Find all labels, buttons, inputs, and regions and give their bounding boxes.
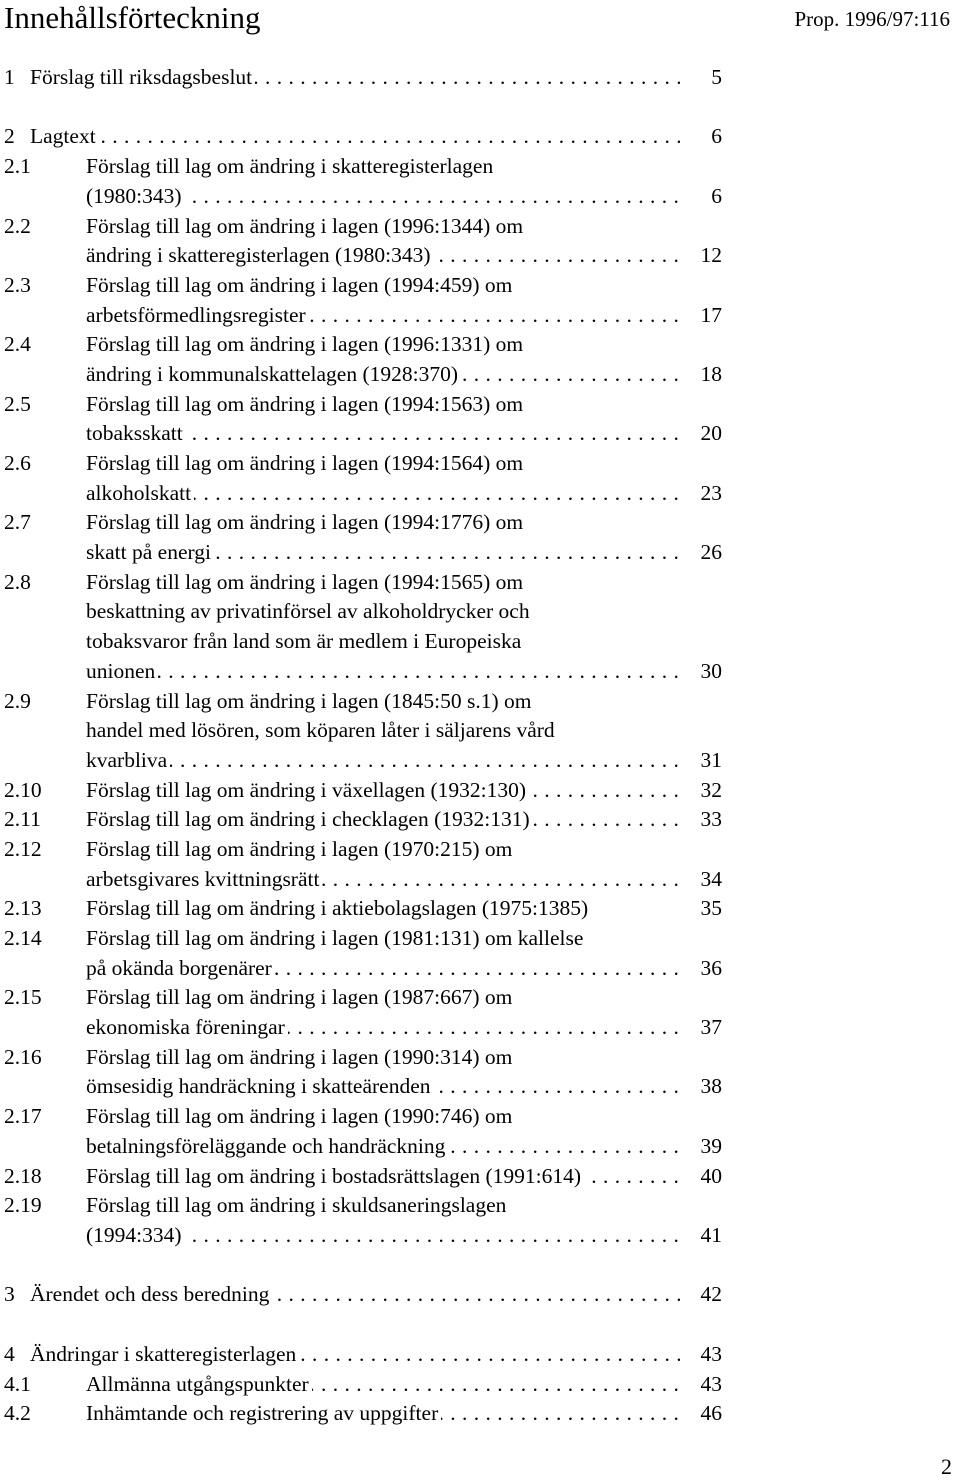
toc-entry-line: [0, 508, 960, 538]
toc-entry-leader: [86, 1162, 680, 1192]
toc-entry-page: 12: [700, 243, 722, 268]
toc-entry-text: Förslag till lag om ändring i lagen (1994:1565) om: [86, 569, 524, 594]
toc-entry-text: Förslag till lag om ändring i aktiebolagslagen (1975:1385): [86, 896, 591, 920]
toc-entry-text: Förslag till lag om ändring i växellagen (1932:130): [86, 778, 529, 802]
toc-entry-line: [0, 1399, 960, 1429]
toc-entry[interactable]: [0, 152, 960, 211]
toc-entry-page: 18: [700, 361, 722, 386]
toc-entry-text: Förslag till lag om ändring i checklagen (1932:131): [86, 807, 533, 831]
document-title: Innehållsförteckning: [4, 0, 261, 35]
toc-entry-text: Förslag till lag om ändring i lagen (1994:1776) om: [86, 510, 524, 535]
toc-entry-text: ändring i kommunalskattelagen (1928:370): [86, 362, 461, 386]
toc-entry-line: [0, 1340, 960, 1370]
toc-entry-text: handel med lösören, som köparen låter i säljarens vård: [86, 718, 555, 743]
toc-entry-leader: [30, 1280, 680, 1310]
toc-entry-number: 2.9: [4, 688, 31, 713]
toc-entry-page: 46: [700, 1401, 722, 1426]
toc-entry-leader: [86, 360, 680, 390]
toc-entry[interactable]: [0, 212, 960, 271]
toc-entry[interactable]: [0, 508, 960, 567]
toc-entry-line: [0, 865, 960, 895]
toc-entry-line: [0, 687, 960, 717]
toc-entry-number: 2.16: [4, 1044, 42, 1069]
toc-entry-line: [0, 657, 960, 687]
toc-entry-line: [0, 716, 960, 746]
toc-entry-number: 2.15: [4, 985, 42, 1010]
toc-entry-leader: [86, 805, 680, 835]
toc-entry-page: 36: [700, 955, 722, 980]
toc-entry-leader: [86, 894, 680, 924]
toc-entry-text: Förslag till lag om ändring i lagen (1845:50 s.1) om: [86, 688, 532, 713]
toc-entry-number: 4: [4, 1341, 15, 1366]
page-number: 2: [941, 1454, 952, 1479]
toc-entry[interactable]: [0, 449, 960, 508]
toc-entry-text: arbetsförmedlingsregister: [86, 303, 309, 327]
toc-entry-page: 34: [700, 866, 722, 891]
toc-entry-text: på okända borgenärer: [86, 956, 275, 980]
toc-entry-line: [0, 597, 960, 627]
toc-entry[interactable]: [0, 330, 960, 389]
toc-entry-number: 2.1: [4, 154, 31, 179]
toc-entry-line: [0, 330, 960, 360]
toc-entry-text: tobaksvaror från land som är medlem i Europeiska: [86, 629, 522, 654]
toc-entry-text: (1980:343): [86, 184, 185, 208]
toc-entry-line: [0, 63, 960, 93]
toc-entry-page: 39: [700, 1133, 722, 1158]
toc-entry-line: [0, 1072, 960, 1102]
toc-entry-page: 17: [700, 302, 722, 327]
toc-entry[interactable]: [0, 805, 960, 835]
toc-entry-leader: [86, 479, 680, 509]
toc-entry-leader: [86, 301, 680, 331]
toc-entry-page: 23: [700, 480, 722, 505]
toc-entry-number: 2.12: [4, 836, 42, 861]
toc-entry[interactable]: [0, 1399, 960, 1429]
toc-entry-text: beskattning av privatinförsel av alkoholdrycker och: [86, 599, 530, 624]
toc-entry[interactable]: [0, 63, 960, 93]
toc-entry-number: 2.11: [4, 807, 41, 832]
toc-entry-leader: [86, 1013, 680, 1043]
toc-entry-number: 2.2: [4, 213, 31, 238]
toc-entry-number: 2.17: [4, 1104, 42, 1129]
toc-entry-line: [0, 538, 960, 568]
toc-entry-leader: [86, 746, 680, 776]
toc-entry-leader: [86, 954, 680, 984]
toc-entry-number: 2.13: [4, 896, 42, 921]
toc-entry-text: Förslag till lag om ändring i lagen (1996:1331) om: [86, 332, 524, 357]
toc-entry-text: arbetsgivares kvittningsrätt: [86, 867, 322, 891]
toc-entry-text: tobaksskatt: [86, 421, 186, 445]
toc-entry-text: Ärendet och dess beredning: [30, 1282, 272, 1306]
toc-entry-number: 2.19: [4, 1193, 42, 1218]
toc-entry-text: Förslag till lag om ändring i lagen (1987:667) om: [86, 985, 513, 1010]
toc-entry-text: Förslag till lag om ändring i lagen (1996:1344) om: [86, 213, 524, 238]
section-spacer: [0, 93, 960, 123]
toc-entry-line: [0, 449, 960, 479]
toc-entry-text: betalningsföreläggande och handräckning: [86, 1134, 448, 1158]
toc-entry-leader: [86, 1221, 680, 1251]
toc-entry-text: kvarbliva: [86, 748, 170, 772]
toc-entry-line: [0, 390, 960, 420]
toc-entry-text: skatt på energi: [86, 540, 214, 564]
toc-entry-page: 26: [700, 540, 722, 565]
toc-entry-line: [0, 1162, 960, 1192]
toc-entry-text: Förslag till lag om ändring i lagen (1981:131) om kallelse: [86, 926, 584, 951]
toc-entry-leader: [86, 657, 680, 687]
toc-entry-text: Ändringar i skatteregisterlagen: [30, 1342, 299, 1366]
toc-entry-page: 33: [700, 807, 722, 832]
toc-entry-number: 2.6: [4, 451, 31, 476]
toc-entry-number: 2.4: [4, 332, 31, 357]
toc-entry-page: 40: [700, 1163, 722, 1188]
toc-entry-line: [0, 122, 960, 152]
toc-entry-text: Förslag till riksdagsbeslut: [30, 65, 255, 89]
toc-entry-leader: [86, 1072, 680, 1102]
toc-entry[interactable]: [0, 271, 960, 330]
toc-entry[interactable]: [0, 835, 960, 894]
toc-entry-leader: [86, 1132, 680, 1162]
toc-entry-text: Förslag till lag om ändring i lagen (1970:215) om: [86, 836, 513, 861]
toc-entry-line: [0, 894, 960, 924]
toc-entry[interactable]: [0, 1102, 960, 1161]
toc-entry-line: [0, 419, 960, 449]
toc-entry-text: Förslag till lag om ändring i lagen (1994:1563) om: [86, 391, 524, 416]
toc-entry[interactable]: [0, 122, 960, 152]
toc-entry[interactable]: [0, 1191, 960, 1250]
toc-entry-line: [0, 479, 960, 509]
toc-entry[interactable]: [0, 390, 960, 449]
toc-entry-leader: [86, 776, 680, 806]
toc-entry-text: Förslag till lag om ändring i skatteregisterlagen: [86, 154, 494, 179]
toc-entry-line: [0, 1132, 960, 1162]
toc-entry-text: ekonomiska föreningar: [86, 1015, 288, 1039]
toc-entry-leader: [86, 865, 680, 895]
toc-entry-leader: [30, 1340, 680, 1370]
toc-entry-leader: [86, 241, 680, 271]
toc-entry-leader: [86, 1370, 680, 1400]
toc-entry[interactable]: [0, 1340, 960, 1370]
section-spacer: [0, 1310, 960, 1340]
toc-entry[interactable]: [0, 776, 960, 806]
toc-entry-page: 5: [711, 65, 722, 89]
toc-entry-number: 2: [4, 124, 15, 149]
toc-entry-line: [0, 627, 960, 657]
toc-entry-text: Förslag till lag om ändring i lagen (1990:746) om: [86, 1104, 513, 1129]
toc-entry-number: 2.3: [4, 272, 31, 297]
toc-entry-page: 42: [700, 1282, 722, 1307]
toc-entry-page: 32: [700, 777, 722, 802]
toc-entry-text: Inhämtande och registrering av uppgifter: [86, 1401, 441, 1425]
toc-entry[interactable]: [0, 687, 960, 776]
page-header: [0, 0, 960, 40]
toc-entry[interactable]: [0, 1162, 960, 1192]
toc-entry-number: 4.2: [4, 1401, 31, 1426]
toc-entry[interactable]: [0, 983, 960, 1042]
toc-entry-number: 3: [4, 1282, 15, 1307]
toc-entry-number: 2.5: [4, 391, 31, 416]
toc-entry-text: Förslag till lag om ändring i lagen (1990:314) om: [86, 1044, 513, 1069]
toc-entry-text: Förslag till lag om ändring i lagen (1994:459) om: [86, 272, 513, 297]
toc-entry-line: [0, 954, 960, 984]
toc-entry[interactable]: [0, 1280, 960, 1310]
toc-entry-number: 4.1: [4, 1371, 31, 1396]
toc-entry-line: [0, 776, 960, 806]
toc-entry-text: Förslag till lag om ändring i bostadsrättslagen (1991:614): [86, 1164, 584, 1188]
toc-entry[interactable]: [0, 924, 960, 983]
toc-entry[interactable]: [0, 1370, 960, 1400]
toc-entry-line: [0, 271, 960, 301]
section-spacer: [0, 1251, 960, 1281]
toc-entry-leader: [86, 538, 680, 568]
toc-entry-text: Lagtext: [30, 124, 99, 148]
toc-entry-line: [0, 924, 960, 954]
toc-entry-text: (1994:334): [86, 1223, 185, 1247]
toc-entry-line: [0, 241, 960, 271]
toc-entry-line: [0, 983, 960, 1013]
toc-entry-line: [0, 1191, 960, 1221]
toc-entry[interactable]: [0, 1043, 960, 1102]
toc-entry-line: [0, 1043, 960, 1073]
toc-entry-number: 2.10: [4, 777, 42, 802]
toc-entry-text: Förslag till lag om ändring i lagen (1994:1564) om: [86, 451, 524, 476]
toc-entry-line: [0, 568, 960, 598]
toc-entry-line: [0, 805, 960, 835]
toc-entry-page: 31: [700, 747, 722, 772]
toc-entry-line: [0, 1280, 960, 1310]
toc-entry[interactable]: [0, 894, 960, 924]
toc-entry-line: [0, 301, 960, 331]
toc-entry-page: 20: [700, 421, 722, 446]
toc-entry-page: 35: [700, 896, 722, 921]
toc-entry-number: 2.14: [4, 926, 42, 951]
toc-entry-line: [0, 1102, 960, 1132]
toc-entry-page: 43: [700, 1371, 722, 1396]
toc-entry-line: [0, 1013, 960, 1043]
toc-entry-line: [0, 182, 960, 212]
toc-entry-line: [0, 212, 960, 242]
toc-entry-number: 2.7: [4, 510, 31, 535]
toc-entry-page: 38: [700, 1074, 722, 1099]
toc-entry-number: 1: [4, 65, 15, 89]
toc-entry-leader: [30, 122, 680, 152]
toc-entry-number: 2.8: [4, 569, 31, 594]
toc-entry-number: 2.18: [4, 1163, 42, 1188]
proposition-reference: Prop. 1996/97:116: [794, 7, 950, 31]
toc-entry-line: [0, 835, 960, 865]
toc-entry-text: ömsesidig handräckning i skatteärenden: [86, 1074, 434, 1098]
toc-entry-page: 37: [700, 1015, 722, 1040]
toc-entry-text: Allmänna utgångspunkter: [86, 1372, 312, 1396]
toc-entry-text: Förslag till lag om ändring i skuldsaneringslagen: [86, 1193, 507, 1218]
toc-entry-text: ändring i skatteregisterlagen (1980:343): [86, 243, 434, 267]
toc-entry[interactable]: [0, 568, 960, 687]
toc-entry-line: [0, 1370, 960, 1400]
toc-entry-text: alkoholskatt: [86, 481, 194, 505]
toc-entry-line: [0, 360, 960, 390]
toc-entry-line: [0, 1221, 960, 1251]
table-of-contents: [0, 63, 960, 1429]
toc-entry-page: 30: [700, 658, 722, 683]
toc-entry-leader: [86, 1399, 680, 1429]
toc-entry-leader: [86, 419, 680, 449]
toc-entry-text: unionen: [86, 659, 158, 683]
toc-entry-page: 41: [700, 1222, 722, 1247]
toc-entry-page: 6: [711, 183, 722, 208]
toc-entry-leader: [30, 63, 680, 93]
toc-entry-line: [0, 152, 960, 182]
toc-entry-line: [0, 746, 960, 776]
toc-entry-page: 43: [700, 1341, 722, 1366]
toc-entry-page: 6: [711, 124, 722, 149]
toc-entry-leader: [86, 182, 680, 212]
